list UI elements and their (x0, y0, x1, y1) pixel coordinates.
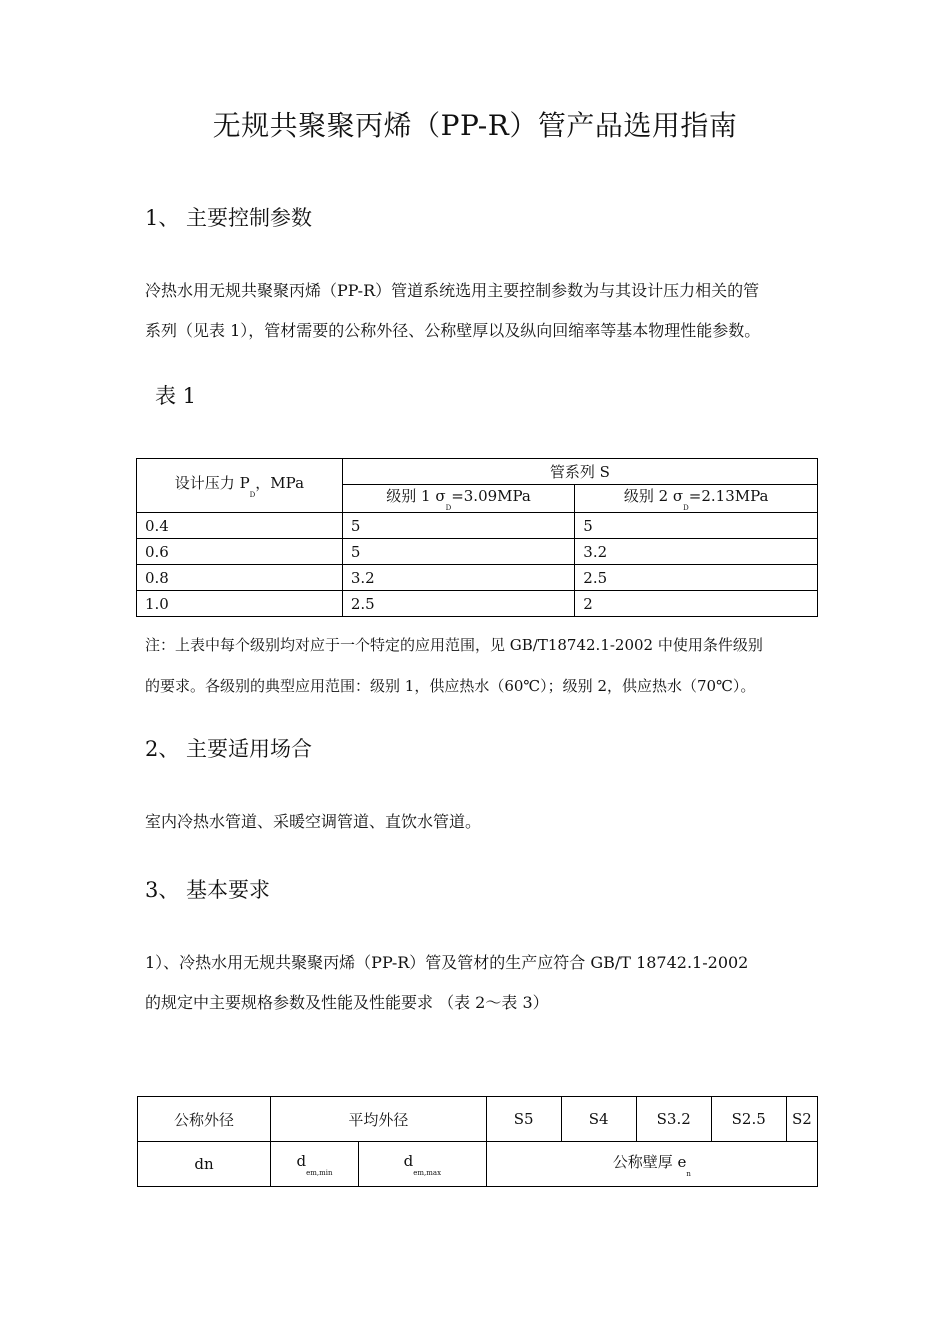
table-cell: 0.8 (137, 565, 343, 591)
table-cell: 2 (575, 591, 818, 617)
table-cell: 5 (575, 513, 818, 539)
note-line: 注：上表中每个级别均对应于一个特定的应用范围，见 GB/T18742.1-2002 中使用条件级别 (145, 636, 763, 654)
table-row (137, 539, 818, 565)
header-s2-5: S2.5 (711, 1097, 786, 1142)
table-cell: 3.2 (342, 565, 574, 591)
table1-note (145, 625, 825, 707)
table-cell: 5 (342, 539, 574, 565)
table-row (137, 591, 818, 617)
table1-label: 表 1 (155, 384, 197, 408)
header-level2: 级别 2 $\sigma_D=2.13MPa$ (575, 485, 818, 513)
header-s5: S5 (486, 1097, 561, 1142)
table-cell: 1.0 (137, 591, 343, 617)
header-s2: S2 (786, 1097, 817, 1142)
section2-text: 室内冷热水管道、采暖空调管道、直饮水管道。 (145, 812, 482, 831)
header-dn: dn (138, 1142, 271, 1187)
header-dem-min: $d_{em,min}$ (271, 1142, 359, 1187)
header-design-pressure: 设计压力 $P_D$，MPa (137, 459, 343, 513)
table-cell: 0.6 (137, 539, 343, 565)
table-cell: 5 (342, 513, 574, 539)
table-cell: 3.2 (575, 539, 818, 565)
paragraph-line: 1）、冷热水用无规共聚聚丙烯（PP-R）管及管材的生产应符合 GB/T 18742.1-2002 (145, 953, 749, 972)
header-s4: S4 (561, 1097, 636, 1142)
header-nominal-wall-thickness: 公称壁厚 $e_n$ (486, 1142, 817, 1187)
table-row (137, 565, 818, 591)
table-row (137, 513, 818, 539)
section1-paragraph (145, 271, 825, 351)
header-average-diameter: 平均外径 (271, 1097, 487, 1142)
paragraph-line: 系列（见表 1），管材需要的公称外径、公称壁厚以及纵向回缩率等基本物理性能参数。 (145, 321, 761, 340)
table-cell: 2.5 (342, 591, 574, 617)
pipe-dimensions-table (137, 1096, 818, 1187)
pipe-series-table (136, 458, 818, 617)
section3-heading: 3、 基本要求 (145, 878, 271, 902)
header-pipe-series: 管系列 S (342, 459, 817, 485)
header-dem-max: $d_{em,max}$ (359, 1142, 487, 1187)
table-cell: 0.4 (137, 513, 343, 539)
table-cell: 2.5 (575, 565, 818, 591)
paragraph-line: 的规定中主要规格参数及性能及性能要求 （表 2～表 3） (145, 993, 549, 1012)
header-s3-2: S3.2 (636, 1097, 711, 1142)
document-title: 无规共聚聚丙烯（PP-R）管产品选用指南 (212, 109, 738, 142)
section3-item1 (145, 943, 825, 1023)
paragraph-line: 冷热水用无规共聚聚丙烯（PP-R）管道系统选用主要控制参数为与其设计压力相关的管 (145, 281, 760, 300)
note-line: 的要求。各级别的典型应用范围：级别 1，供应热水（60℃）；级别 2，供应热水（70℃）。 (145, 677, 756, 695)
section2-heading: 2、 主要适用场合 (145, 737, 313, 761)
header-nominal-diameter: 公称外径 (138, 1097, 271, 1142)
section1-heading: 1、 主要控制参数 (145, 206, 313, 230)
header-level1: 级别 1 $\sigma_D=3.09MPa$ (342, 485, 574, 513)
